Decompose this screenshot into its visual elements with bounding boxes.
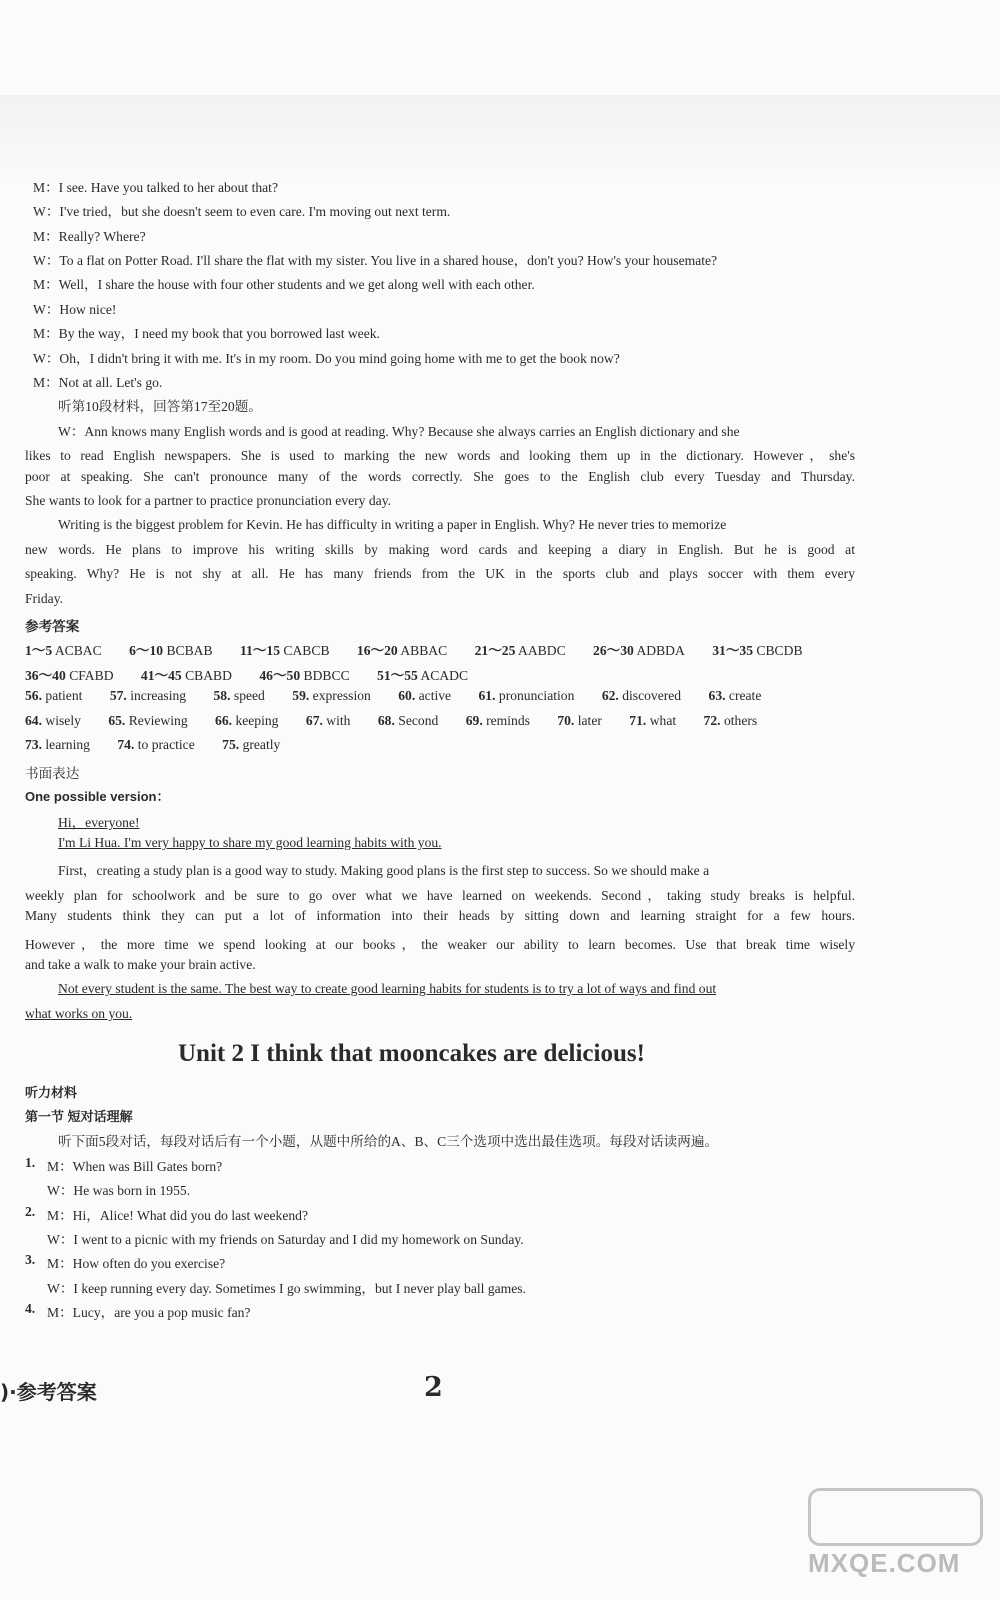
mc-answer: 46～50 BDBCC bbox=[259, 668, 350, 683]
watermark bbox=[808, 1488, 983, 1580]
watermark-text: MXQE.COM bbox=[808, 1548, 961, 1578]
mc-answer: 41～45 CBABD bbox=[140, 668, 232, 683]
section1-heading: 第一节 短对话理解 bbox=[25, 1109, 133, 1124]
dialog-line: W：He was born in 1955. bbox=[47, 1183, 191, 1198]
essay-intro: I'm Li Hua. I'm very happy to share my good learning habits with you. bbox=[58, 835, 442, 850]
dialog-line: M：Well，I share the house with four other students and we get along well with each other. bbox=[33, 277, 535, 292]
mc-answer: 1～5 ACBAC bbox=[25, 643, 102, 658]
essay-greeting: Hi，everyone! bbox=[58, 815, 140, 830]
mc-answer: 11～15 CABCB bbox=[239, 643, 330, 658]
dialog-line: W：I went to a picnic with my friends on Saturday and I did my homework on Sunday. bbox=[47, 1232, 524, 1247]
mc-answers-row-2 bbox=[25, 664, 492, 684]
passage-line: poor at speaking. She can't pronounce many of the words correctly. She goes to the English club every Tuesday and Thursday. bbox=[25, 469, 855, 484]
dialog-line: W：To a flat on Potter Road. I'll share the flat with my sister. You live in a shared house，don't you? How's your housemate? bbox=[33, 253, 718, 268]
essay-line: Many students think they can put a lot of information into their heads by sitting down and learning straight for a few hours. bbox=[25, 908, 855, 923]
essay-closing-line: what works on you. bbox=[25, 1006, 133, 1021]
question-number: 4. bbox=[25, 1301, 36, 1316]
essay-closing-line: Not every student is the same. The best way to create good learning habits for students is to try a lot of ways and find out bbox=[58, 981, 717, 996]
listening-heading: 听力材料 bbox=[25, 1085, 78, 1100]
passage-line: speaking. Why? He is not shy at all. He has many friends from the UK in the sports club and plays soccer with them every bbox=[25, 566, 855, 581]
dialog-line: W：I've tried，but she doesn't seem to even care. I'm moving out next term. bbox=[33, 204, 451, 219]
unit-title: Unit 2 I think that mooncakes are delicious! bbox=[178, 1040, 645, 1067]
dialog-line: M：By the way，I need my book that you borrowed last week. bbox=[33, 326, 380, 341]
section-instruction: 听第10段材料，回答第17至20题。 bbox=[58, 399, 262, 414]
essay-line: and take a walk to make your brain active. bbox=[25, 957, 256, 972]
mc-answer: 26～30 ADBDA bbox=[593, 643, 685, 658]
dialog-line: M：Not at all. Let's go. bbox=[33, 375, 163, 390]
writing-heading: 书面表达 bbox=[25, 766, 80, 781]
dialog-line: W：How nice! bbox=[33, 302, 117, 317]
watermark-logo-icon bbox=[808, 1488, 983, 1546]
fill-answers-row-1: 56. patient 57. increasing 58. speed 59. expression 60. active 61. pronunciation 62. discovered 63. create bbox=[25, 688, 762, 703]
question-number: 1. bbox=[25, 1155, 36, 1170]
essay-line: First，creating a study plan is a good way to study. Making good plans is the first step to success. So we should make a bbox=[58, 863, 710, 878]
question-number: 2. bbox=[25, 1204, 36, 1219]
dialog-line: W：I keep running every day. Sometimes I go swimming，but I never play ball games. bbox=[47, 1281, 526, 1296]
footer-label: )·参考答案 bbox=[0, 1380, 97, 1404]
fill-answers-row-2: 64. wisely 65. Reviewing 66. keeping 67. with 68. Second 69. reminds 70. later 71. what 72. others bbox=[25, 713, 758, 728]
passage-line: W：Ann knows many English words and is good at reading. Why? Because she always carries an English dictionary and she bbox=[58, 424, 740, 439]
mc-answer: 16～20 ABBAC bbox=[356, 643, 448, 658]
writing-version-label: One possible version： bbox=[25, 789, 170, 804]
mc-answer: 51～55 ACADC bbox=[377, 668, 469, 683]
essay-line: However，the more time we spend looking at our books，the weaker our ability to learn becomes. Use that break time wisely bbox=[25, 937, 855, 952]
mc-answers-row-1 bbox=[25, 639, 827, 659]
fill-answers-row-3: 73. learning 74. to practice 75. greatly bbox=[25, 737, 281, 752]
dialog-line: M：Hi，Alice! What did you do last weekend? bbox=[47, 1208, 308, 1223]
dialog-line: M：I see. Have you talked to her about that? bbox=[33, 180, 278, 195]
dialog-line: M：How often do you exercise? bbox=[47, 1256, 226, 1271]
question-number: 3. bbox=[25, 1252, 36, 1267]
dialog-line: M：Really? Where? bbox=[33, 229, 146, 244]
passage-line: Writing is the biggest problem for Kevin. He has difficulty in writing a paper in English. Why? He never tries to memorize bbox=[58, 517, 727, 532]
passage-line: Friday. bbox=[25, 591, 64, 606]
mc-answer: 36～40 CFABD bbox=[25, 668, 114, 683]
page-number: 2 bbox=[424, 1372, 443, 1403]
passage-line: likes to read English newspapers. She is used to marking the new words and looking them up in the dictionary. However，she's bbox=[25, 448, 855, 463]
mc-answer: 6～10 BCBAB bbox=[129, 643, 213, 658]
passage-line: She wants to look for a partner to practice pronunciation every day. bbox=[25, 493, 392, 508]
mc-answer: 21～25 AABDC bbox=[474, 643, 566, 658]
essay-line: weekly plan for schoolwork and be sure to go over what we have learned on weekends. Second，taking study breaks is helpful. bbox=[25, 888, 855, 903]
answers-heading: 参考答案 bbox=[25, 619, 80, 634]
scan-shadow bbox=[0, 95, 1000, 185]
dialog-line: W：Oh，I didn't bring it with me. It's in my room. Do you mind going home with me to get the book now? bbox=[33, 351, 620, 366]
passage-line: new words. He plans to improve his writing skills by making word cards and keeping a diary in English. But he is good at bbox=[25, 542, 855, 557]
dialog-line: M：When was Bill Gates born? bbox=[47, 1159, 223, 1174]
mc-answer: 31～35 CBCDB bbox=[712, 643, 803, 658]
dialog-line: M：Lucy，are you a pop music fan? bbox=[47, 1305, 251, 1320]
section1-instruction: 听下面5段对话，每段对话后有一个小题，从题中所给的A、B、C三个选项中选出最佳选项。每段对话读两遍。 bbox=[58, 1134, 719, 1149]
